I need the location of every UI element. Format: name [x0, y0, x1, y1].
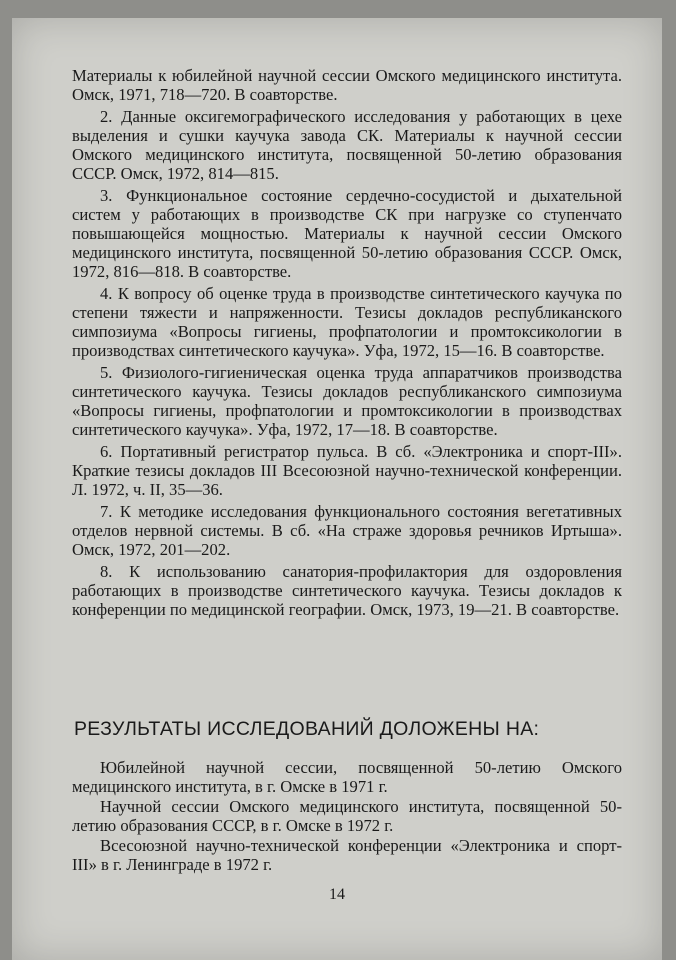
presentation-item: Научной сессии Омского медицинского института, посвященной 50-летию образования СССР, в г. Омске в 1972 г.	[72, 797, 622, 835]
reference-item: Материалы к юбилейной научной сессии Омского медицинского института. Омск, 1971, 718—720. В соавторстве.	[72, 66, 622, 104]
document-page	[12, 18, 662, 960]
reference-item: 5. Физиолого-гигиеническая оценка труда аппаратчиков производства синтетического каучука. Тезисы докладов республиканского симпозиума «Вопросы гигиены, профпатологии и промтоксикологии в производствах синтетического каучука». Уфа, 1972, 17—18. В соавторстве.	[72, 363, 622, 439]
reference-item: 7. К методике исследования функционального состояния вегетативных отделов нервной системы. В сб. «На страже здоровья речников Иртыша». Омск, 1972, 201—202.	[72, 502, 622, 559]
reference-item: 6. Портативный регистратор пульса. В сб. «Электроника и спорт-III». Краткие тезисы докладов III Всесоюзной научно-технической конференции. Л. 1972, ч. II, 35—36.	[72, 442, 622, 499]
reference-item: 4. К вопросу об оценке труда в производстве синтетического каучука по степени тяжести и напряженности. Тезисы докладов республиканского симпозиума «Вопросы гигиены, профпатологии и промтоксикологии в производствах синтетического каучука». Уфа, 1972, 15—16. В соавторстве.	[72, 284, 622, 360]
reference-list	[72, 66, 622, 619]
presentation-list	[72, 758, 622, 874]
reference-item: 2. Данные оксигемографического исследования у работающих в цехе выделения и сушки каучука завода СК. Материалы к научной сессии Омского медицинского института, посвященной 50-летию образования СССР. Омск, 1972, 814—815.	[72, 107, 622, 183]
page-number: 14	[329, 886, 345, 903]
section-heading: РЕЗУЛЬТАТЫ ИССЛЕДОВАНИЙ ДОЛОЖЕНЫ НА:	[74, 718, 540, 740]
reference-item: 8. К использованию санатория-профилактория для оздоровления работающих в производстве синтетического каучука. Тезисы докладов к конференции по медицинской географии. Омск, 1973, 19—21. В соавторстве.	[72, 562, 622, 619]
presentation-item: Юбилейной научной сессии, посвященной 50-летию Омского медицинского института, в г. Омске в 1971 г.	[72, 758, 622, 796]
reference-item: 3. Функциональное состояние сердечно-сосудистой и дыхательной систем у работающих в производстве СК при нагрузке со ступенчато повышающейся мощностью. Материалы к научной сессии Омского медицинского института, посвященной 50-летию образования СССР. Омск, 1972, 816—818. В соавторстве.	[72, 186, 622, 281]
presentation-item: Всесоюзной научно-технической конференции «Электроника и спорт-III» в г. Ленинграде в 1972 г.	[72, 836, 622, 874]
